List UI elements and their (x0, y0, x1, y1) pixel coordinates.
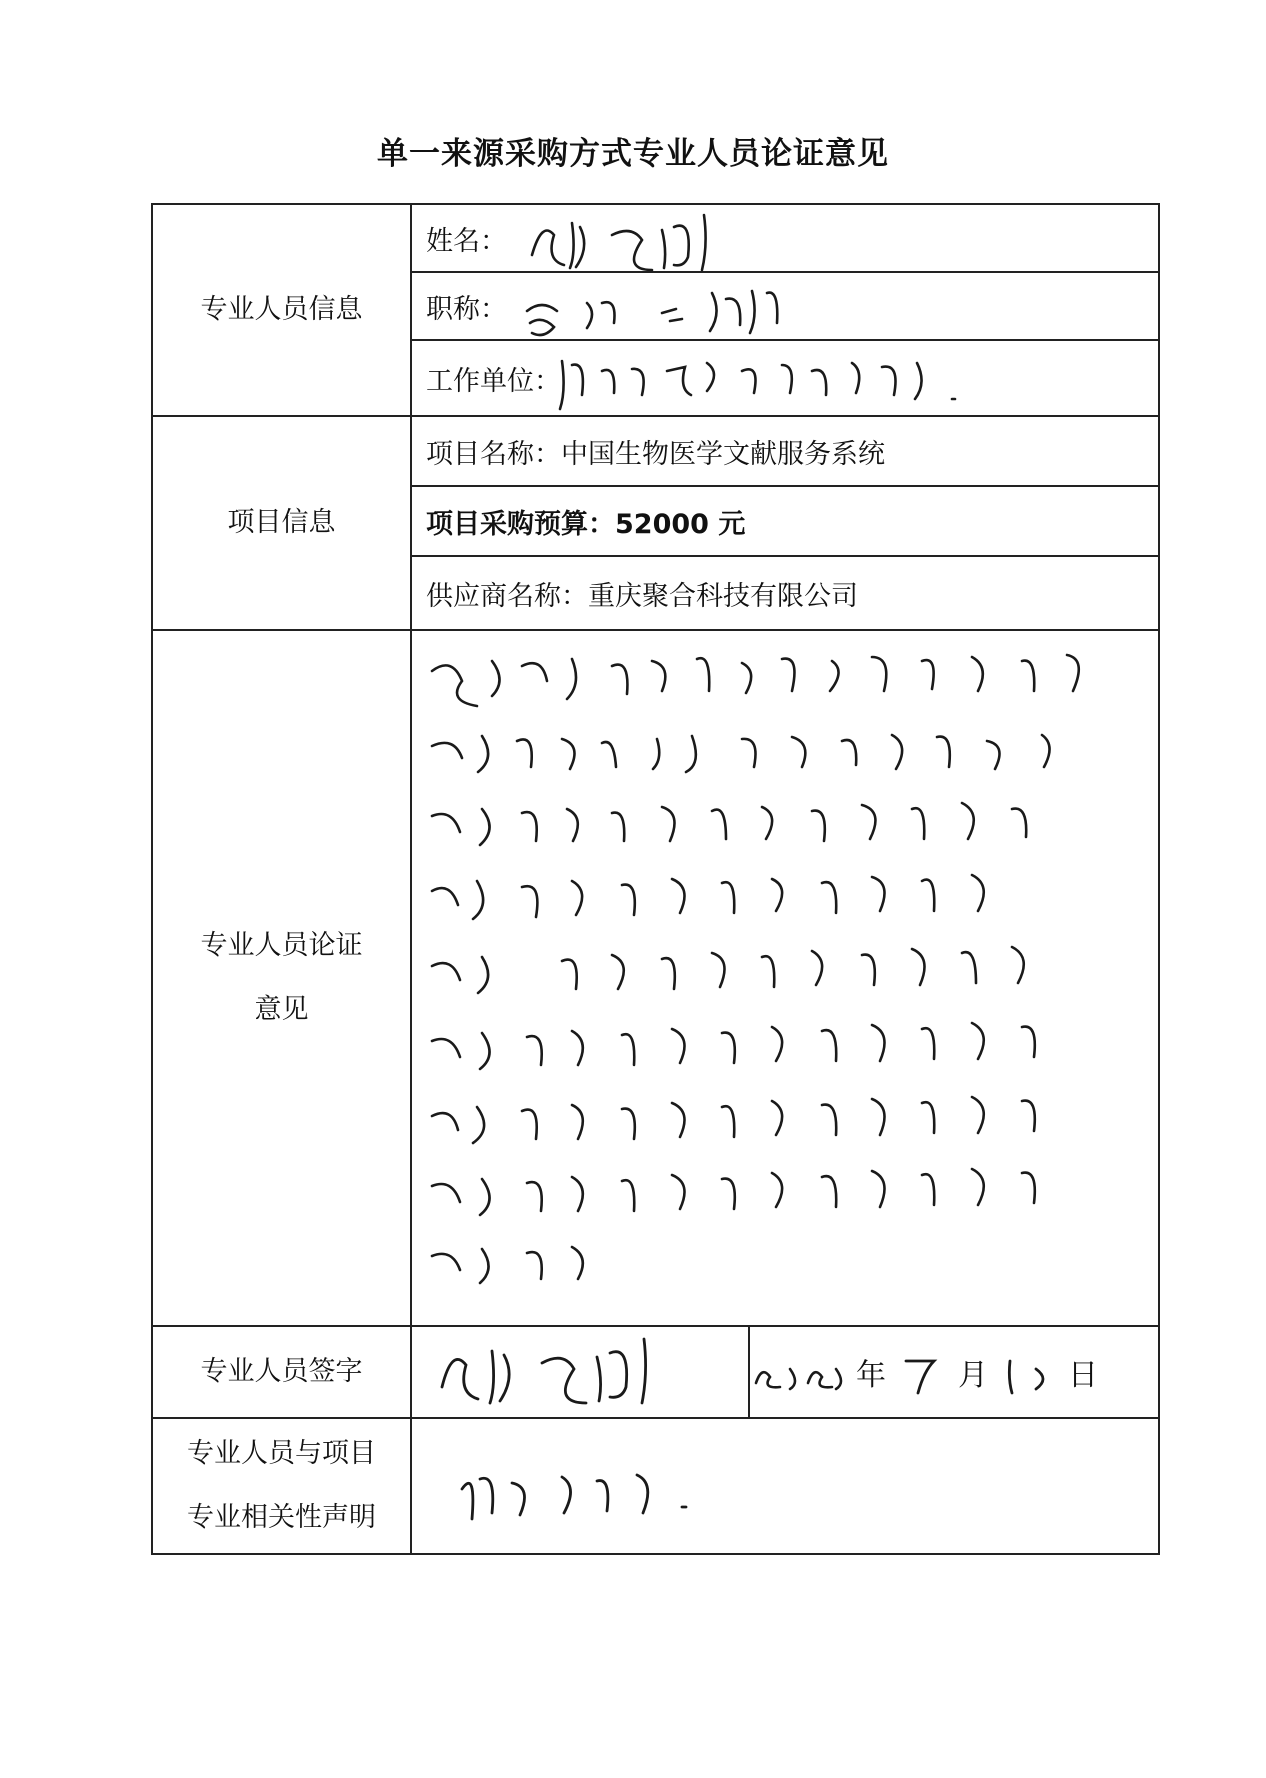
handwritten-name (412, 205, 1152, 273)
title-label: 职称： (426, 293, 507, 325)
opinion-text-cell (411, 630, 1159, 1326)
handwritten-month (896, 1347, 948, 1397)
project-info-label: 项目信息 (152, 416, 411, 630)
handwritten-year (750, 1347, 846, 1397)
handwritten-title (412, 273, 1152, 341)
day-unit: 日 (1068, 1358, 1098, 1393)
opinion-label-line2: 意见 (254, 994, 309, 1025)
signature-date (750, 1327, 1158, 1417)
handwritten-relevance-statement (412, 1419, 1152, 1555)
unit-row (411, 340, 1159, 416)
handwritten-signature (412, 1327, 805, 1419)
signature-label: 专业人员签字 (152, 1326, 411, 1418)
opinion-label (152, 630, 411, 1326)
name-label: 姓名： (426, 225, 507, 257)
opinion-form (151, 203, 1160, 1555)
signature-area (412, 1327, 750, 1417)
relevance-statement-cell (411, 1418, 1159, 1554)
handwritten-day (998, 1347, 1058, 1397)
name-row (411, 204, 1159, 272)
document-title: 单一来源采购方式专业人员论证意见 (377, 136, 889, 172)
opinion-label-line1: 专业人员论证 (200, 930, 363, 961)
project-budget: 项目采购预算：52000 元 (411, 486, 1159, 556)
year-unit: 年 (856, 1358, 886, 1393)
professional-info-label: 专业人员信息 (152, 204, 411, 416)
supplier-name: 供应商名称：重庆聚合科技有限公司 (411, 556, 1159, 630)
title-row (411, 272, 1159, 340)
month-unit: 月 (958, 1358, 988, 1393)
signature-cell (411, 1326, 1159, 1418)
handwritten-opinion-text (412, 631, 1157, 1321)
project-name: 项目名称：中国生物医学文献服务系统 (411, 416, 1159, 486)
relevance-label (152, 1418, 411, 1554)
relevance-label-line1: 专业人员与项目 (187, 1438, 376, 1469)
relevance-label-line2: 专业相关性声明 (187, 1502, 376, 1533)
unit-label: 工作单位： (426, 365, 561, 397)
